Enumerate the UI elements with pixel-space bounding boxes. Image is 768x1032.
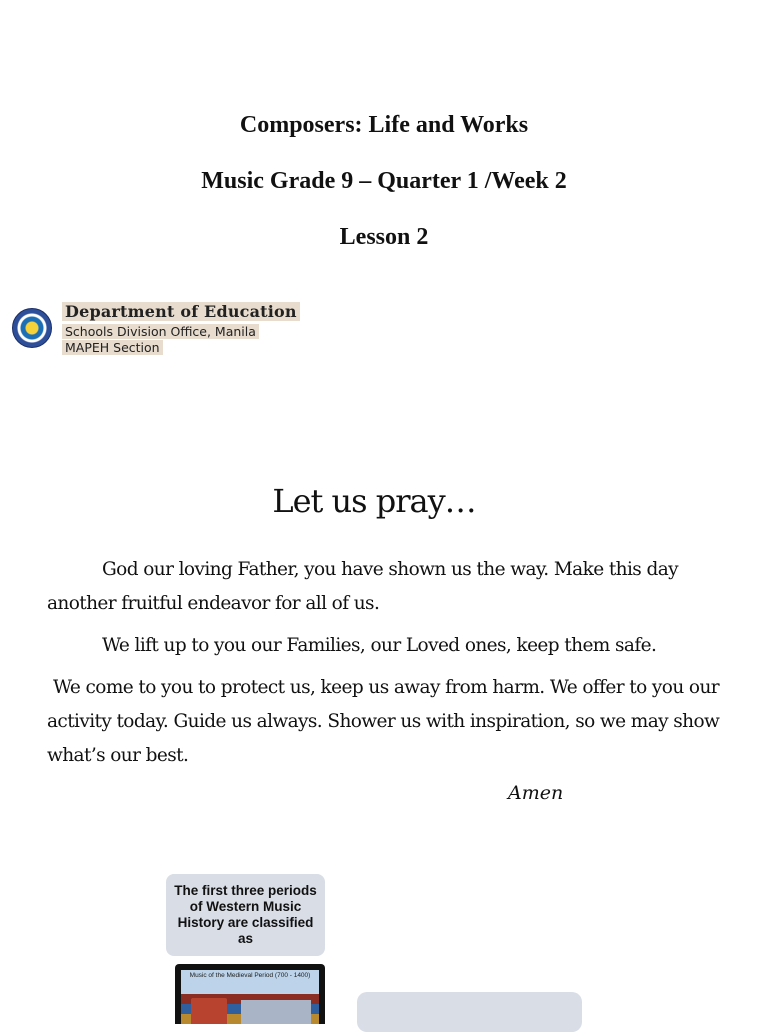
document-subtitle: Music Grade 9 – Quarter 1 /Week 2: [201, 168, 567, 194]
medieval-book-image: [175, 964, 325, 1024]
deped-name: Department of Education: [62, 302, 300, 321]
answer-card: [357, 992, 582, 1032]
medieval-scene-art: [241, 1000, 311, 1024]
book-caption: Music of the Medieval Period (700 - 1400): [189, 972, 311, 979]
stained-glass-art: [191, 998, 227, 1024]
periods-card-text: The first three periods of Western Music History are classified as: [174, 883, 317, 946]
book-cover: [181, 970, 319, 1024]
periods-card: [166, 874, 325, 956]
prayer-heading: Let us pray…: [272, 482, 476, 520]
document-title: Composers: Life and Works: [239, 112, 529, 138]
deped-header: [12, 302, 297, 362]
prayer-paragraph-1: God our loving Father, you have shown us the way. Make this day another fruitful endeavor for all of us.: [47, 559, 679, 614]
prayer-closing: Amen: [508, 782, 564, 804]
prayer-paragraph-2: We lift up to you our Families, our Loved ones, keep them safe.: [102, 635, 657, 656]
deped-office: Schools Division Office, Manila: [62, 324, 259, 339]
deped-section: MAPEH Section: [62, 340, 163, 355]
deped-seal-icon: [12, 308, 52, 348]
lesson-label: Lesson 2: [339, 224, 429, 250]
prayer-paragraph-3: We come to you to protect us, keep us away from harm. We offer to you our activity today. Guide us always. Shower us with inspiration, so we may show what’s our best.: [47, 677, 720, 766]
